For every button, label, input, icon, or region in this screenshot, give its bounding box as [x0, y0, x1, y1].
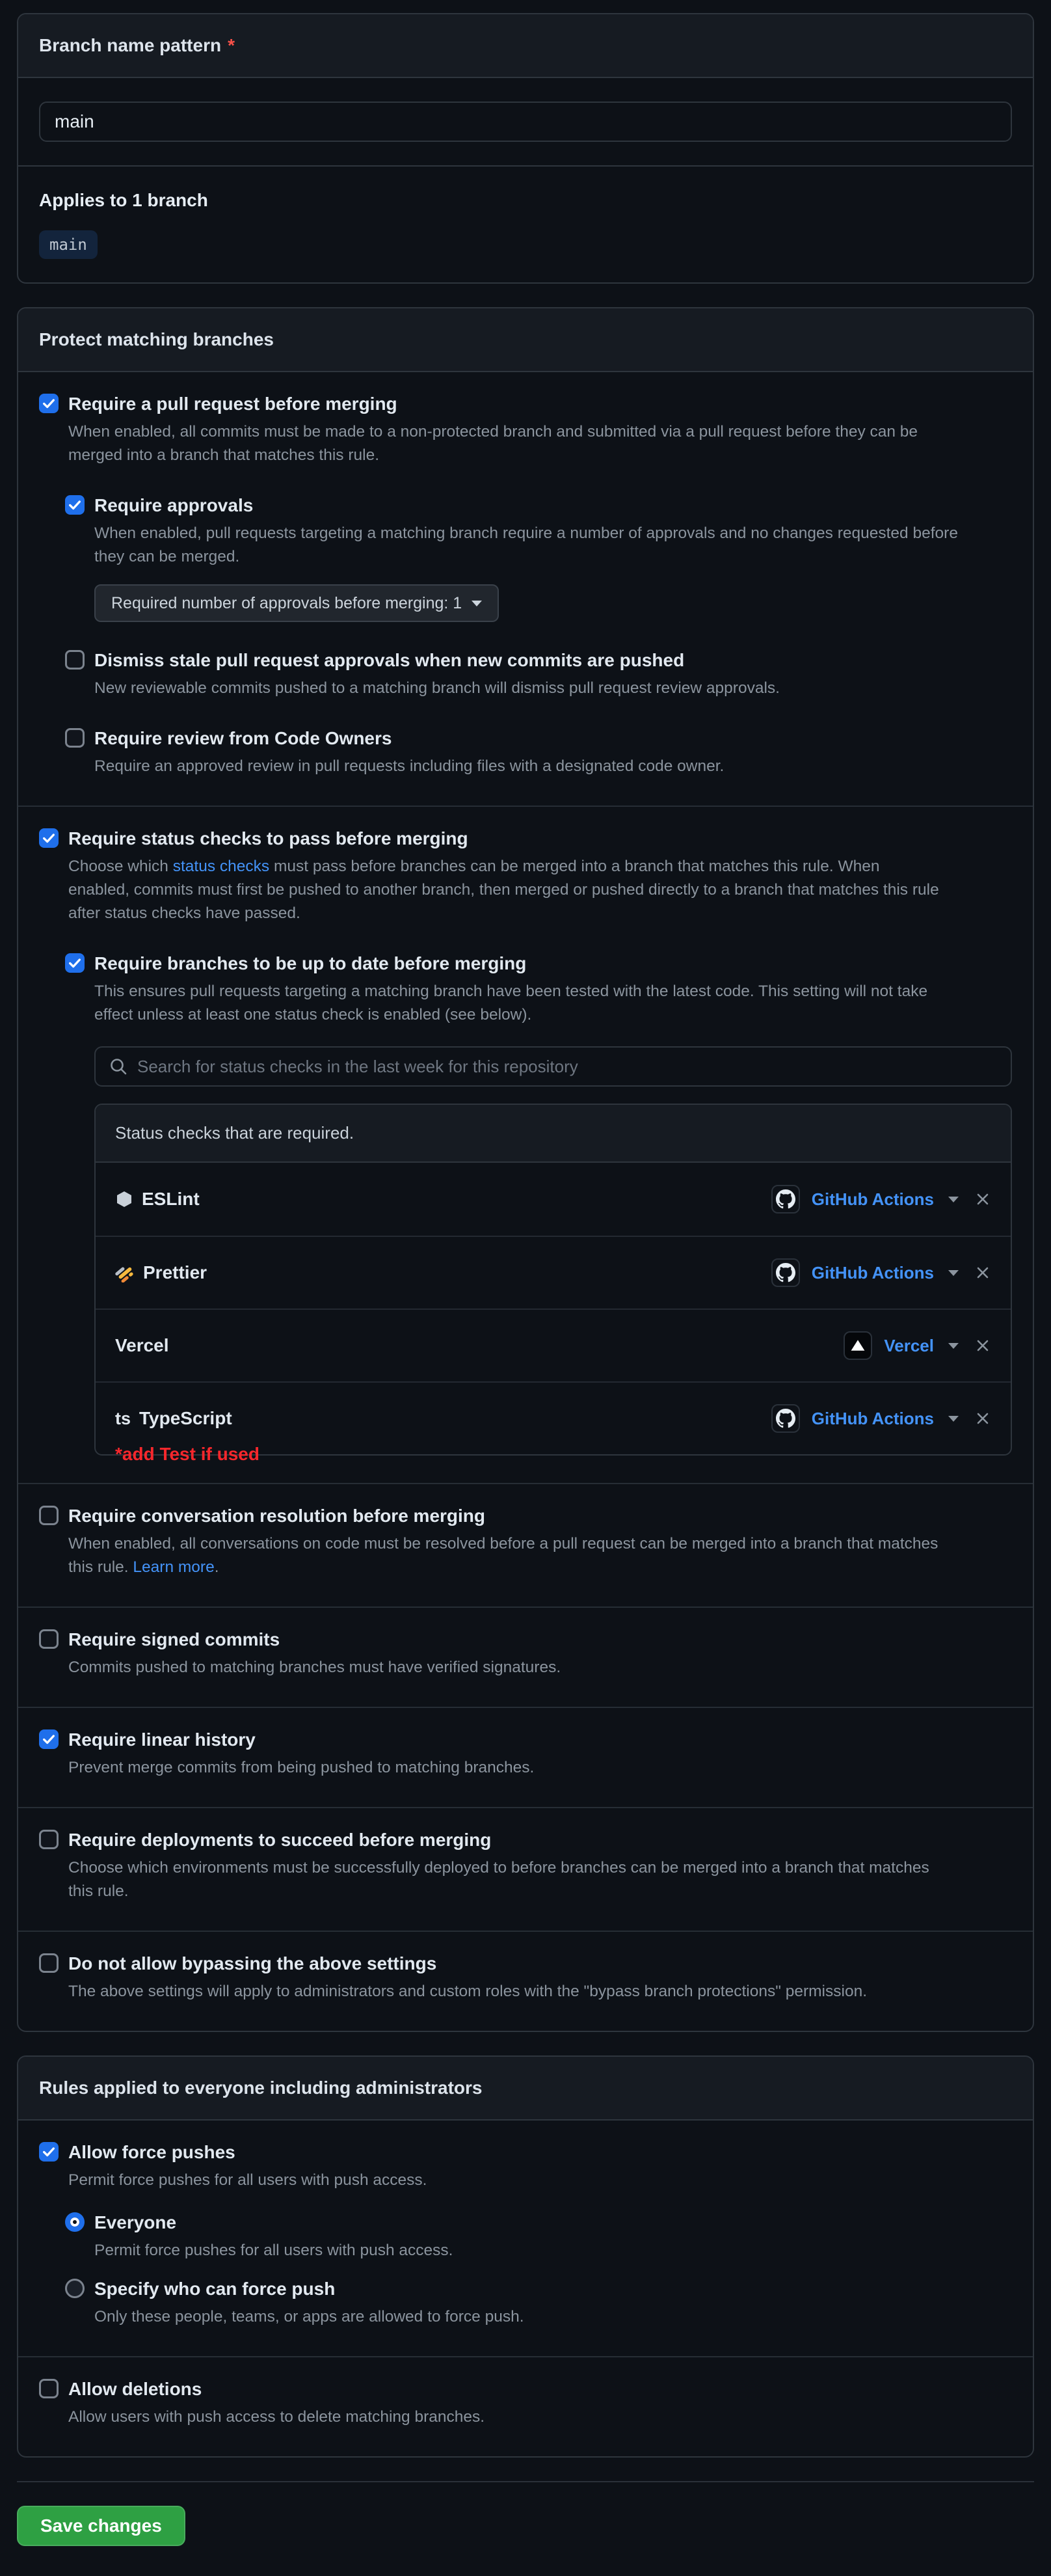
- branch-pattern-input-section: [18, 78, 1033, 165]
- branch-badge: main: [39, 230, 98, 259]
- footer-divider: [17, 2481, 1034, 2482]
- specify-option: [65, 2278, 1012, 2329]
- force-pushes-checkbox[interactable]: [39, 2142, 59, 2162]
- branch-name-pattern-header: [18, 14, 1033, 78]
- vercel-triangle-icon: [849, 1337, 866, 1354]
- rules-card-title: Rules applied to everyone including administrators: [39, 2078, 483, 2098]
- eslint-hexagon-icon: [115, 1190, 133, 1208]
- save-changes-button[interactable]: Save changes: [17, 2506, 185, 2546]
- desc-text: Choose which: [68, 858, 173, 875]
- typescript-ts-icon: ts: [115, 1408, 131, 1428]
- provider-link[interactable]: GitHub Actions: [811, 1189, 934, 1209]
- rules-card-header: [18, 2057, 1033, 2121]
- no-bypass-label: Do not allow bypassing the above settings: [68, 1953, 437, 1973]
- everyone-desc: Permit force pushes for all users with push access.: [94, 2242, 453, 2259]
- everyone-option: [65, 2212, 1012, 2262]
- remove-check-icon[interactable]: [974, 1337, 991, 1354]
- conversation-resolution-checkbox[interactable]: [39, 1506, 59, 1525]
- applies-to-section: [18, 165, 1033, 282]
- add-test-annotation: *add Test if used: [115, 1444, 259, 1464]
- code-owners-setting: [65, 727, 1012, 778]
- required-asterisk: *: [228, 35, 235, 55]
- provider-dropdown-caret-icon[interactable]: [948, 1416, 959, 1422]
- require-pull-request-checkbox[interactable]: [39, 394, 59, 413]
- desc-text: must pass before branches can be merged into a branch that matches this rule. When enabled, commits must first be pushed to another branch, then merged or pushed directly to a branch that matches this rule after status checks have passed.: [68, 858, 939, 922]
- rules-everyone-card: [17, 2055, 1034, 2458]
- approvals-count-dropdown[interactable]: [94, 584, 499, 622]
- signed-commits-label: Require signed commits: [68, 1629, 280, 1649]
- allow-deletions-label: Allow deletions: [68, 2379, 202, 2399]
- checkmark-icon: [42, 2145, 56, 2159]
- no-bypass-group: [18, 1931, 1033, 2031]
- github-logo-icon: [776, 1409, 795, 1428]
- no-bypass-desc: The above settings will apply to administrators and custom roles with the "bypass branch protections" permission.: [68, 1983, 868, 2000]
- linear-history-group: [18, 1707, 1033, 1807]
- desc-text: .: [214, 1558, 219, 1576]
- require-status-checks-desc: [68, 855, 940, 925]
- require-approvals-label: Require approvals: [94, 495, 254, 515]
- protect-card-title: Protect matching branches: [39, 329, 274, 349]
- specify-desc: Only these people, teams, or apps are allowed to force push.: [94, 2308, 524, 2325]
- remove-check-icon[interactable]: [974, 1410, 991, 1427]
- status-check-name: ESLint: [142, 1189, 200, 1209]
- remove-check-icon[interactable]: [974, 1191, 991, 1208]
- deployments-desc: Choose which environments must be successfully deployed to before branches can be merged into a branch that matches this rule.: [68, 1859, 929, 1900]
- status-check-name: Vercel: [115, 1335, 169, 1355]
- specify-radio[interactable]: [65, 2279, 85, 2298]
- allow-deletions-group: [18, 2356, 1033, 2456]
- require-status-checks-label: Require status checks to pass before merging: [68, 828, 468, 848]
- desc-text: When enabled, all conversations on code must be resolved before a pull request can be merged into a branch that matches this rule.: [68, 1535, 938, 1576]
- required-status-checks-box: [94, 1104, 1012, 1464]
- status-row-prettier: [96, 1236, 1011, 1308]
- conversation-resolution-label: Require conversation resolution before merging: [68, 1506, 486, 1526]
- require-approvals-setting: [65, 495, 1012, 622]
- provider-dropdown-caret-icon[interactable]: [948, 1197, 959, 1202]
- everyone-label: Everyone: [94, 2212, 177, 2232]
- learn-more-link[interactable]: Learn more: [133, 1558, 215, 1576]
- vercel-avatar: [844, 1331, 872, 1360]
- provider-dropdown-caret-icon[interactable]: [948, 1270, 959, 1276]
- dismiss-stale-checkbox[interactable]: [65, 650, 85, 670]
- force-pushes-label: Allow force pushes: [68, 2142, 235, 2162]
- up-to-date-label: Require branches to be up to date before merging: [94, 953, 527, 973]
- status-check-name: Prettier: [143, 1262, 207, 1282]
- protect-matching-branches-card: [17, 307, 1034, 2032]
- code-owners-desc: Require an approved review in pull requests including files with a designated code owner.: [94, 757, 725, 775]
- no-bypass-checkbox[interactable]: [39, 1953, 59, 1973]
- provider-link[interactable]: GitHub Actions: [811, 1262, 934, 1282]
- code-owners-checkbox[interactable]: [65, 728, 85, 748]
- protect-card-header: [18, 308, 1033, 372]
- signed-commits-checkbox[interactable]: [39, 1629, 59, 1649]
- linear-history-checkbox[interactable]: [39, 1729, 59, 1749]
- force-pushes-group: [18, 2121, 1033, 2356]
- status-row-vercel: [96, 1308, 1011, 1381]
- everyone-radio[interactable]: [65, 2212, 85, 2232]
- checkmark-icon: [42, 396, 56, 411]
- conversation-resolution-desc: [68, 1532, 940, 1579]
- status-check-name: TypeScript: [139, 1408, 232, 1428]
- deployments-checkbox[interactable]: [39, 1830, 59, 1849]
- signed-commits-desc: Commits pushed to matching branches must have verified signatures.: [68, 1659, 561, 1676]
- status-box-header: Status checks that are required.: [96, 1105, 1011, 1163]
- deployments-label: Require deployments to succeed before merging: [68, 1830, 492, 1850]
- github-logo-icon: [776, 1189, 795, 1209]
- status-checks-group: [18, 806, 1033, 1483]
- require-approvals-desc: When enabled, pull requests targeting a matching branch require a number of approvals and no changes requested before they can be merged.: [94, 524, 958, 565]
- allow-deletions-desc: Allow users with push access to delete matching branches.: [68, 2408, 485, 2426]
- approvals-count-label: Required number of approvals before merging: 1: [111, 593, 462, 612]
- allow-deletions-checkbox[interactable]: [39, 2379, 59, 2398]
- deployments-group: [18, 1807, 1033, 1931]
- remove-check-icon[interactable]: [974, 1264, 991, 1281]
- status-row-eslint: [96, 1163, 1011, 1236]
- status-checks-search: [94, 1046, 1012, 1087]
- status-checks-link[interactable]: status checks: [172, 858, 270, 875]
- search-icon: [109, 1057, 128, 1076]
- checkmark-icon: [42, 831, 56, 845]
- linear-history-label: Require linear history: [68, 1729, 256, 1750]
- chevron-down-icon: [472, 601, 482, 606]
- pull-request-group: [18, 372, 1033, 806]
- branch-name-pattern-input[interactable]: [39, 102, 1012, 142]
- checkmark-icon: [42, 1732, 56, 1746]
- signed-commits-group: [18, 1607, 1033, 1707]
- github-avatar: [771, 1258, 800, 1287]
- provider-dropdown-caret-icon[interactable]: [948, 1343, 959, 1349]
- up-to-date-setting: [65, 953, 1012, 1027]
- specify-label: Specify who can force push: [94, 2279, 336, 2299]
- branch-name-pattern-card: [17, 13, 1034, 284]
- conversation-resolution-group: [18, 1483, 1033, 1607]
- require-approvals-checkbox[interactable]: [65, 495, 85, 515]
- github-avatar: [771, 1185, 800, 1213]
- dismiss-stale-label: Dismiss stale pull request approvals when new commits are pushed: [94, 650, 685, 670]
- provider-link[interactable]: Vercel: [884, 1335, 934, 1355]
- github-logo-icon: [776, 1263, 795, 1282]
- up-to-date-checkbox[interactable]: [65, 953, 85, 973]
- up-to-date-desc: This ensures pull requests targeting a matching branch have been tested with the latest code. This setting will not take effect unless at least one status check is enabled (see below).: [94, 983, 928, 1024]
- require-pull-request-label: Require a pull request before merging: [68, 394, 397, 414]
- checkmark-icon: [68, 956, 82, 970]
- dismiss-stale-setting: [65, 649, 1012, 700]
- checkmark-icon: [68, 498, 82, 512]
- branch-name-pattern-title: Branch name pattern: [39, 35, 222, 55]
- linear-history-desc: Prevent merge commits from being pushed to matching branches.: [68, 1759, 535, 1776]
- code-owners-label: Require review from Code Owners: [94, 728, 392, 748]
- require-status-checks-checkbox[interactable]: [39, 828, 59, 848]
- prettier-icon: [115, 1263, 135, 1282]
- github-avatar: [771, 1404, 800, 1433]
- applies-to-title: Applies to 1 branch: [39, 190, 208, 210]
- provider-link[interactable]: GitHub Actions: [811, 1408, 934, 1428]
- force-pushes-desc: Permit force pushes for all users with push access.: [68, 2171, 427, 2189]
- dismiss-stale-desc: New reviewable commits pushed to a matching branch will dismiss pull request review approvals.: [94, 679, 780, 697]
- status-checks-search-input[interactable]: [137, 1057, 998, 1077]
- require-pull-request-desc: When enabled, all commits must be made to a non-protected branch and submitted via a pull request before they can be merged into a branch that matches this rule.: [68, 423, 918, 464]
